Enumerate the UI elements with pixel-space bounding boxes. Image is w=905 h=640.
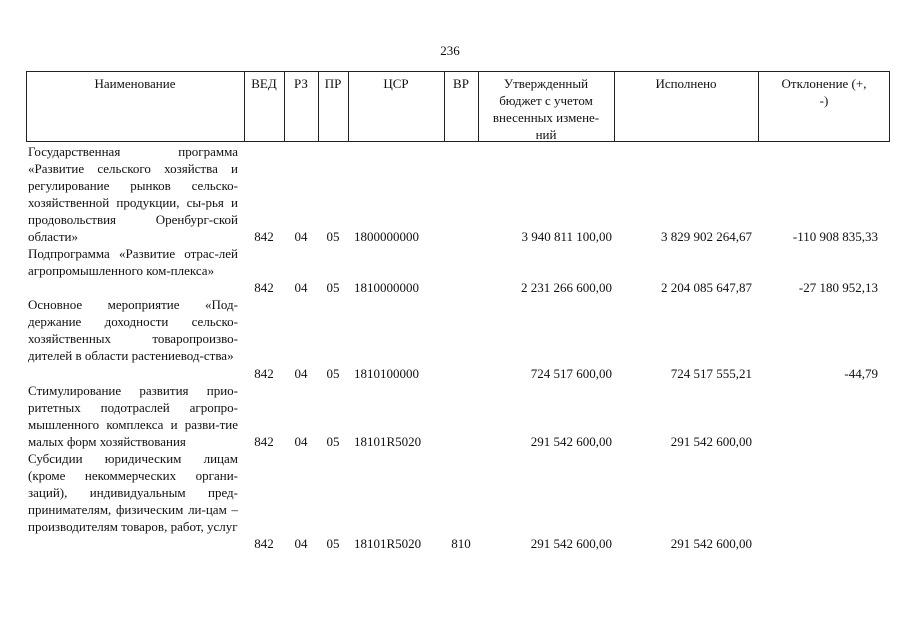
row-rz: 04 <box>294 229 308 244</box>
row-name: Субсидии юридическим лицам (кроме некоммерческих органи-заций), индивидуальным пред-принимателям, физическим ли-цам – производителям товаров, работ, услуг <box>28 451 238 534</box>
row-pr: 05 <box>326 280 340 295</box>
row-executed: 291 542 600,00 <box>670 536 752 551</box>
row-executed: 3 829 902 264,67 <box>661 229 752 244</box>
row-deviation: -27 180 952,13 <box>798 280 878 295</box>
table-header-grid <box>26 71 890 142</box>
header-pr: ПР <box>324 76 342 91</box>
row-approved: 3 940 811 100,00 <box>521 229 612 244</box>
header-top-border <box>26 71 890 72</box>
row-name: Подпрограмма «Развитие отрас-лей агропромышленного ком-плекса» <box>28 246 238 278</box>
row-ved: 842 <box>254 280 274 295</box>
row-pr: 05 <box>326 434 340 449</box>
row-pr: 05 <box>326 536 340 551</box>
row-rz: 04 <box>294 280 308 295</box>
row-name: Основное мероприятие «Под-держание доходности сельско-хозяйственных товаропроизво-дителей в области растениевод-ства» <box>28 297 238 363</box>
row-csr: 18101R5020 <box>354 434 422 449</box>
header-bottom-border <box>26 141 890 142</box>
row-csr: 18101R5020 <box>354 536 422 551</box>
row-ved: 842 <box>254 434 274 449</box>
row-csr: 1810100000 <box>354 366 419 381</box>
row-rz: 04 <box>294 434 308 449</box>
row-ved: 842 <box>254 229 274 244</box>
row-deviation: -44,79 <box>844 366 878 381</box>
row-approved: 2 231 266 600,00 <box>521 280 612 295</box>
row-approved: 724 517 600,00 <box>530 366 612 381</box>
col-divider <box>478 71 479 142</box>
header-deviation: Отклонение (+, -) <box>781 76 867 108</box>
header-executed: Исполнено <box>655 76 717 91</box>
header-name: Наименование <box>94 76 176 91</box>
header-approved: Утвержденный бюджет с учетом внесенных измене-ний <box>492 76 600 142</box>
header-ved: ВЕД <box>251 76 277 91</box>
row-executed: 724 517 555,21 <box>670 366 752 381</box>
row-executed: 2 204 085 647,87 <box>661 280 752 295</box>
header-csr: ЦСР <box>383 76 409 91</box>
row-rz: 04 <box>294 536 308 551</box>
col-divider <box>758 71 759 142</box>
header-vr: ВР <box>453 76 469 91</box>
row-ved: 842 <box>254 366 274 381</box>
row-approved: 291 542 600,00 <box>530 434 612 449</box>
row-csr: 1810000000 <box>354 280 419 295</box>
header-rz: РЗ <box>294 76 308 91</box>
row-deviation: -110 908 835,33 <box>792 229 878 244</box>
col-divider <box>889 71 890 142</box>
page-number: 236 <box>440 43 460 58</box>
row-pr: 05 <box>326 229 340 244</box>
row-csr: 1800000000 <box>354 229 419 244</box>
row-ved: 842 <box>254 536 274 551</box>
row-pr: 05 <box>326 366 340 381</box>
row-vr: 810 <box>451 536 471 551</box>
row-rz: 04 <box>294 366 308 381</box>
row-approved: 291 542 600,00 <box>530 536 612 551</box>
row-name: Стимулирование развития прио-ритетных подотраслей агропро-мышленного комплекса и разви-тие малых форм хозяйствования <box>28 383 238 449</box>
row-executed: 291 542 600,00 <box>670 434 752 449</box>
row-name: Государственная программа «Развитие сельского хозяйства и регулирование рынков сельско-хозяйственной продукции, сы-рья и продовольствия Оренбург-ской области» <box>28 144 238 244</box>
